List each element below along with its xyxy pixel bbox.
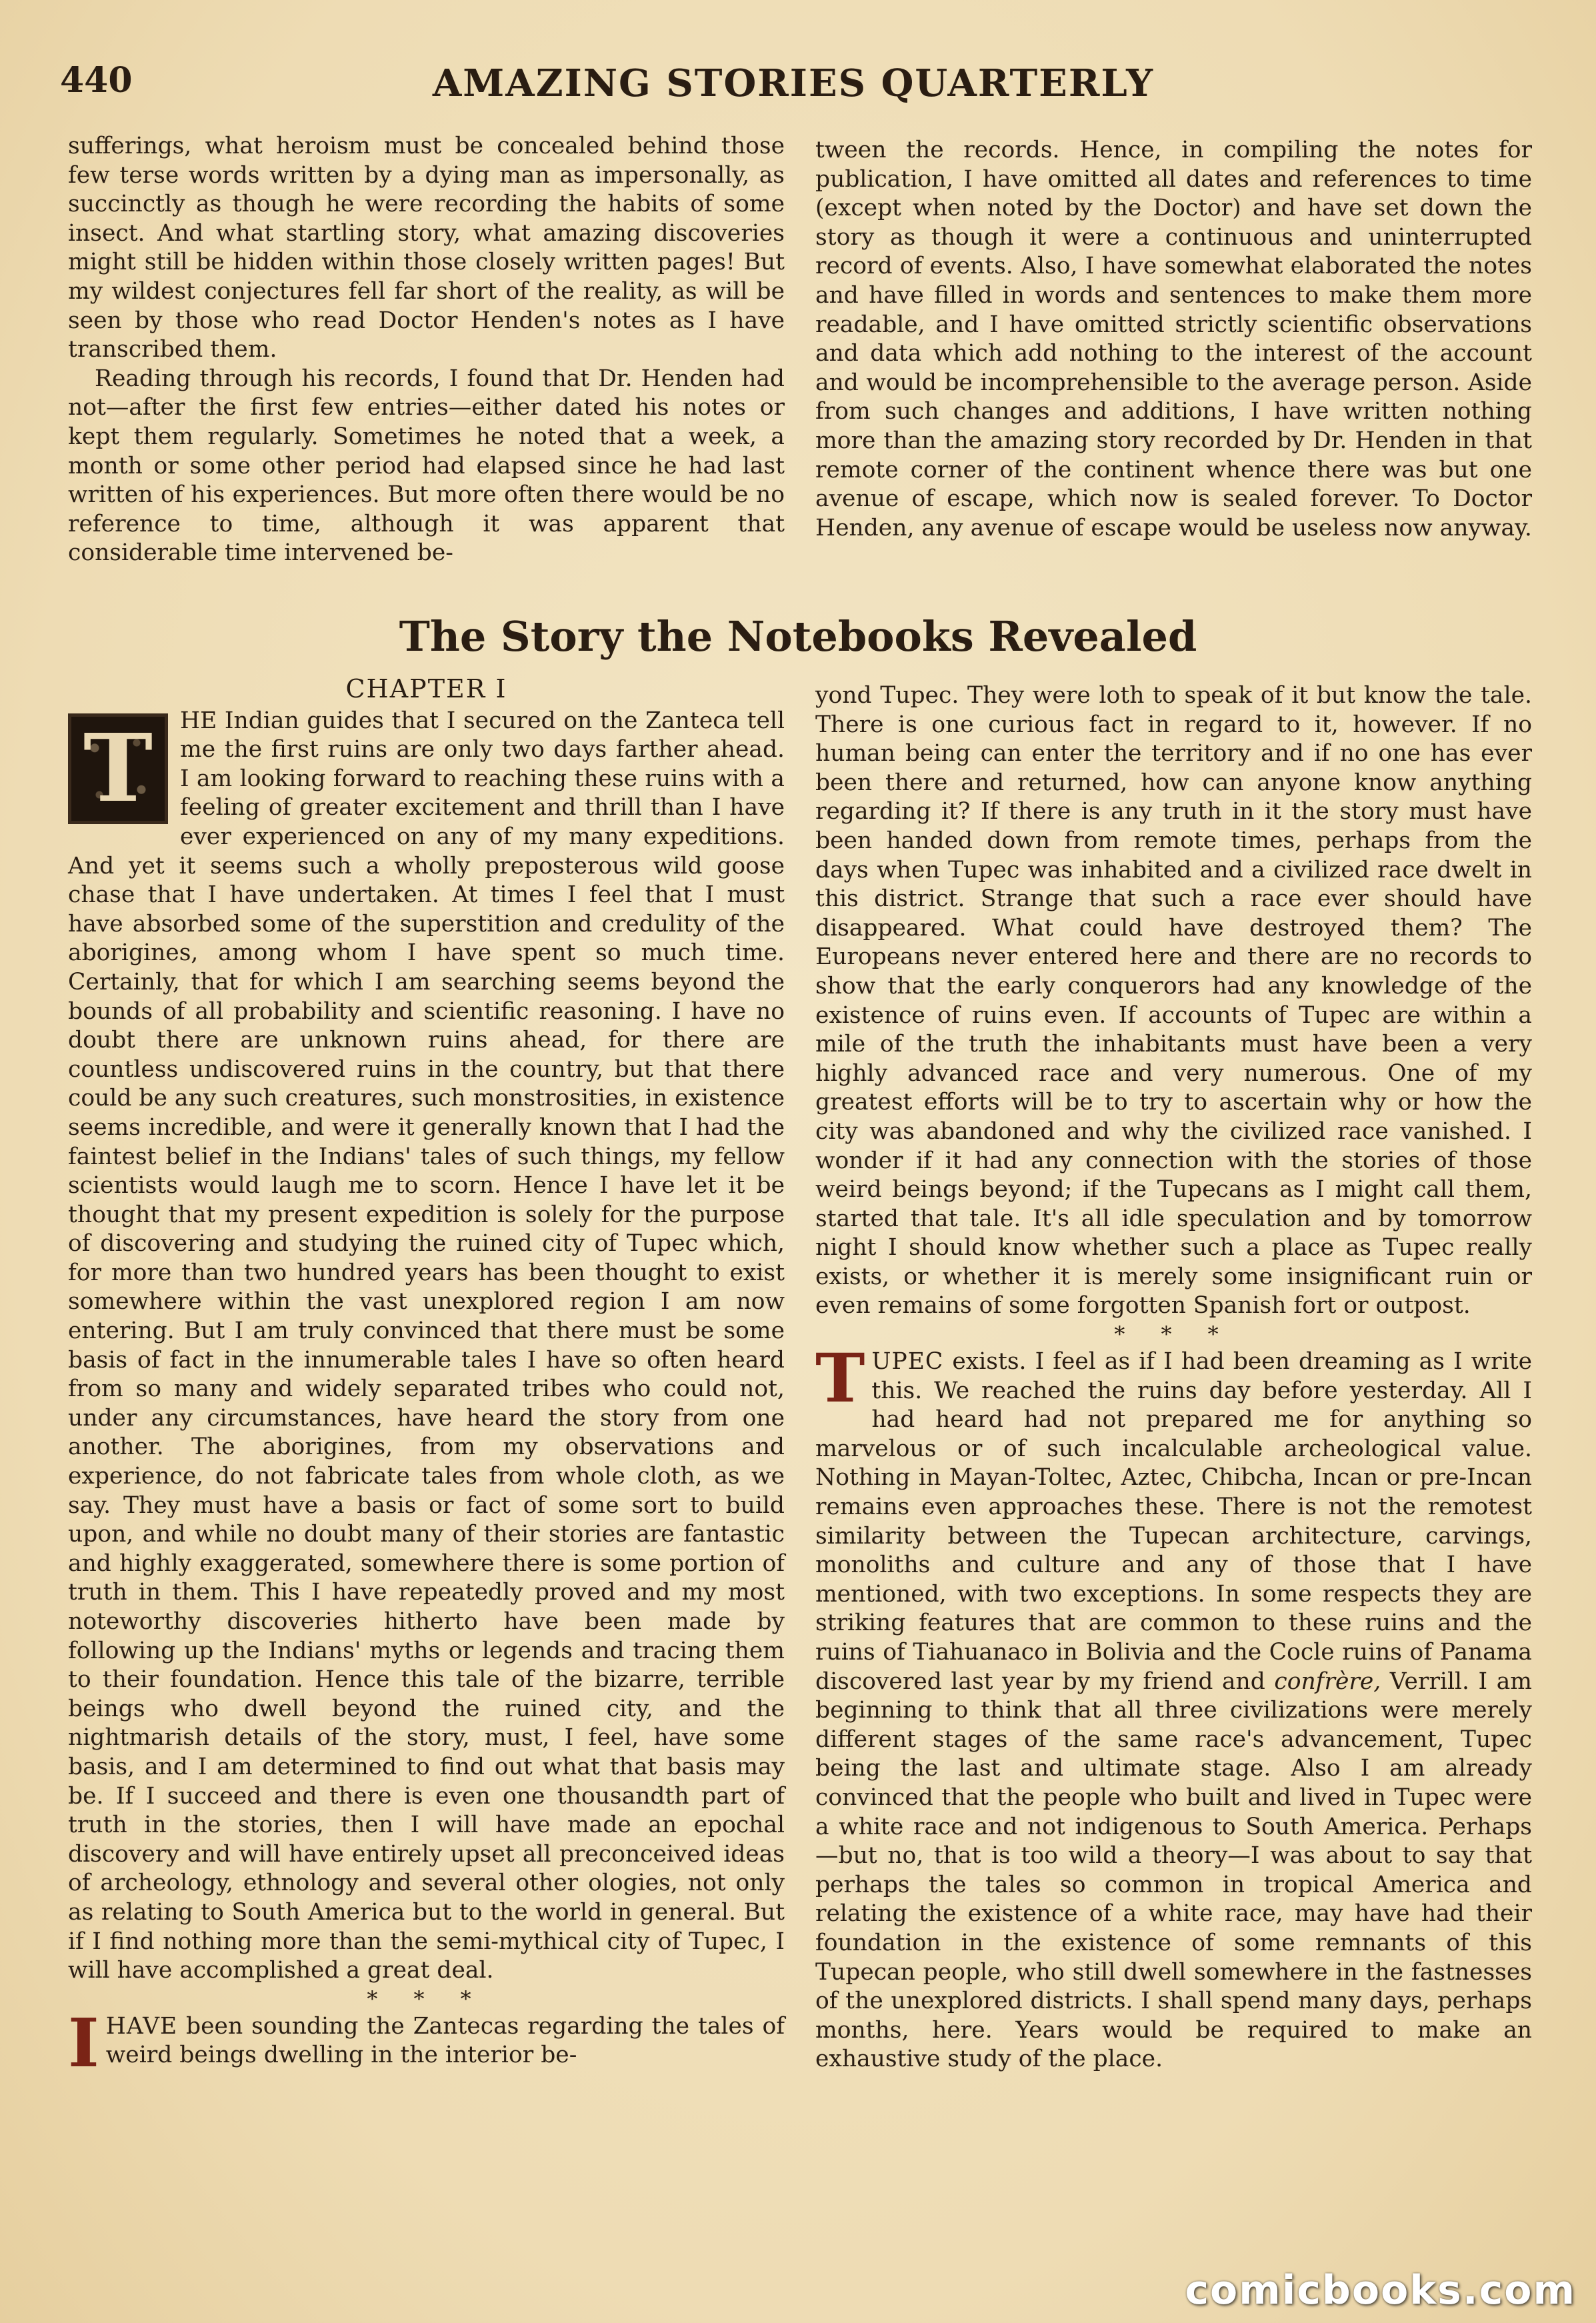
section-separator: * * *: [1114, 1322, 1233, 1348]
dropcap-letter: T: [83, 713, 153, 823]
paragraph-text: HE Indian guides that I secured on the Zanteca tell me the first ruins are only two days farther ahead. I am looking forward to reaching these ruins with a feeling of greater excitement and thrill than I have ever experienced on any of my many expeditions. And yet it seems such a wholly preposterous wild goose chase that I have undertaken. At times I feel that I must have absorbed some of the superstition and credulity of the aborigines, among whom I have spent so much time. Certainly, that for which I am searching seems beyond the bounds of all probability and scientific reasoning. I have no doubt there are unknown ruins ahead, for there are countless undiscovered ruins in the country, but that there could be any such creatures, such monstrosities, in existence seems incredible, and were it generally known that I had the faintest belief in the Indians' tales of such things, my fellow scientists would laugh me to scorn. Hence I have let it be thought that my present expedition is solely for the purpose of discovering and studying the ruined city of Tupec which, for more than two hundred years has been thought to exist somewhere within the vast unexplored region I am now entering. But I am truly convinced that there must be some basis of fact in the innumerable tales I have so often heard from so many and widely separated tribes who could not, under any circumstances, have heard the story from one another. The aborigines, from my observations and experience, do not fabricate tales from whole cloth, as we say. They must have a basis or fact of some sort to build upon, and while no doubt many of their stories are fantastic and highly exaggerated, somewhere there is some portion of truth in them. This I have repeatedly proved and my most noteworthy discoveries hitherto have been made by following up the Indians' myths or legends and tracing them to their foundation. Hence this tale of the bizarre, terrible beings who dwell beyond the ruined city, and the nightmarish details of the story, must, I feel, have some basis, and I am determined to find out what that basis may be. If I succeed and there is even one thousandth part of truth in the stories, then I will have made an epochal discovery and will have entirely upset all preconceived ideas of archeology, ethnology and several other ologies, not only as relating to South America but to the world in general. But if I find nothing more than the semi-mythical city of Tupec, I will have accomplished a great deal.: [68, 707, 785, 1984]
watermark: comicbooks.com: [1185, 2267, 1576, 2314]
story-title: The Story the Notebooks Revealed: [399, 612, 1197, 661]
lead-word: HAVE: [105, 2012, 178, 2040]
initial-cap: I: [68, 2003, 99, 2082]
story-right-column: [815, 681, 1532, 2074]
page-header: [60, 55, 1527, 115]
intro-paragraph: sufferings, what heroism must be concealed behind those few terse words written by a dying man as impersonally, as succinctly as though he were recording the habits of some insect. And what startling story, what amazing discoveries might still be hidden within those closely written pages! But my wildest conjectures fell far short of the reality, as will be seen by those who read Doctor Henden's notes as I have transcribed them.: [68, 133, 785, 363]
intro-right-column: [815, 136, 1532, 543]
page-number: 440: [60, 60, 133, 101]
initial-cap: T: [815, 1339, 865, 1418]
intro-paragraph: Reading through his records, I found that Dr. Henden had not—after the first few entries—either dated his notes or kept them regularly. Sometimes he noted that a week, a month or some other period had elapsed since he had last written of his experiences. But more often there would be no reference to time, although it was apparent that considerable time intervened be-: [68, 365, 785, 567]
paragraph-text: Verrill. I am beginning to think that all three civilizations were merely different stages of the same race's advancement, Tupec being the last and ultimate stage. Also I am already convinced that the people who built and lived in Tupec were a white race and not indigenous to South America. Perhaps—but no, that is too wild a theory—I was about to say that perhaps the tales so common in tropical America and relating the existence of a white race, may have had their foundation in the existence of some remnants of this Tupecan people, who still dwell somewhere in the fastnesses of the unexplored districts. I shall spend many days, perhaps months, here. Years would be required to make an exhaustive study of the place.: [815, 1668, 1532, 2073]
story-paragraph: [815, 1339, 1532, 2074]
paragraph-text: exists. I feel as if I had been dreaming as I write this. We reached the ruins day before yesterday. All I had heard had not prepared me for anything so marvelous or of such incalculable archeological value. Nothing in Mayan-Toltec, Aztec, Chibcha, Incan or pre-Incan remains even approaches these. There is not the remotest similarity between the Tupecan architecture, carvings, monoliths and culture and any of those that I have mentioned, with two exceptions. In some respects they are striking features that are common to these ruins and the ruins of Tiahuanaco in Bolivia and the Cocle ruins of Panama discovered last year by my friend and: [815, 1348, 1532, 1695]
section-separator: * * *: [367, 1986, 486, 2012]
story-paragraph: [68, 2003, 785, 2082]
lead-word: UPEC: [871, 1348, 944, 1376]
story-paragraph: yond Tupec. They were loth to speak of it but know the tale. There is one curious fact in regard to it, however. If no human being can enter the territory and if no one has ever been there and returned, how can anyone know anything regarding it? If there is any truth in it the story must have been handed down from remote times, perhaps from the days when Tupec was inhabited and a civilized race dwelt in this district. Strange that such a race ever should have disappeared. What could have destroyed them? The Europeans never entered here and there are no records to show that the early conquerors had any knowledge of the existence of ruins even. If accounts of Tupec are within a mile of the truth the inhabitants must have been a very highly advanced race and very numerous. One of my greatest efforts will be to try to ascertain why or how the city was abandoned and why the civilized race vanished. I wonder if it had any connection with the stories of those weird beings beyond; if the Tupecans as I might call them, started that tale. It's all idle speculation and by tomorrow night I should know whether such a place as Tupec really exists, or whether it is merely some insignificant ruin or even remains of some forgotten Spanish fort or outpost.: [815, 682, 1532, 1320]
italic-word: confrère,: [1274, 1668, 1381, 1695]
story-left-column: [68, 674, 785, 2082]
ornate-dropcap-icon: [68, 713, 168, 824]
intro-left-column: [68, 132, 785, 568]
story-paragraph: [68, 707, 785, 1986]
paragraph-text: been sounding the Zantecas regarding the tales of weird beings dwelling in the interior be-: [105, 2012, 785, 2069]
intro-paragraph: tween the records. Hence, in compiling the notes for publication, I have omitted all dates and references to time (except when noted by the Doctor) and have set down the story as though it were a continuous and uninterrupted record of events. Also, I have somewhat elaborated the notes and have filled in words and sentences to make them more readable, and I have omitted strictly scientific observations and data which add nothing to the interest of the account and would be incomprehensible to the average person. Aside from such changes and additions, I have written nothing more than the amazing story recorded by Dr. Henden in that remote corner of the continent whence there was but one avenue of escape, which now is sealed forever. To Doctor Henden, any avenue of escape would be useless now anyway.: [815, 137, 1532, 541]
chapter-heading: CHAPTER I: [345, 674, 507, 703]
magazine-title: AMAZING STORIES QUARTERLY: [432, 61, 1155, 105]
